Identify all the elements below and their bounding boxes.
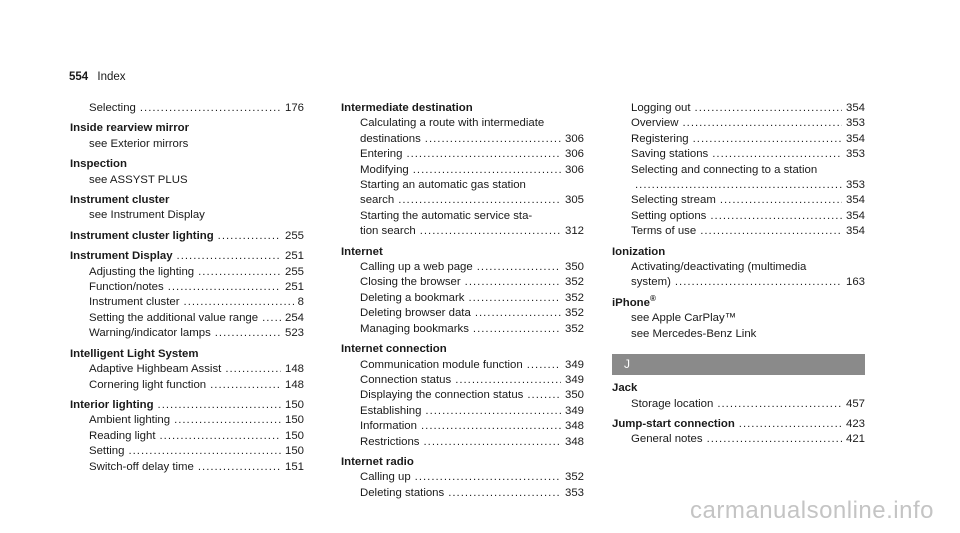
entry-text: tion search <box>360 225 416 238</box>
index-entry <box>341 455 584 470</box>
dot-leader <box>158 398 281 413</box>
entry-text: Ionization <box>612 245 666 258</box>
dot-leader <box>198 460 281 475</box>
page-header <box>69 71 126 83</box>
entry-text: Instrument cluster <box>89 296 180 309</box>
page-reference: 176 <box>284 102 304 114</box>
page-reference: 350 <box>564 389 584 402</box>
entry-text: Instrument Display <box>70 250 173 263</box>
page-reference: 312 <box>564 225 584 238</box>
page-reference: 306 <box>564 148 584 161</box>
entry-text: Displaying the connection status <box>360 389 524 402</box>
page-reference: 353 <box>845 117 865 130</box>
index-subentry <box>341 116 584 131</box>
page-reference: 163 <box>845 276 865 289</box>
page-reference: 349 <box>564 373 584 386</box>
index-subentry <box>612 224 865 239</box>
page-reference: 305 <box>564 194 584 207</box>
dot-leader <box>415 470 561 485</box>
entry-text: Jack <box>612 382 638 395</box>
dot-leader <box>218 229 281 244</box>
dot-leader <box>140 101 281 116</box>
page-reference: 352 <box>564 307 584 320</box>
index-subentry <box>341 193 584 208</box>
page-reference: 352 <box>564 291 584 304</box>
dot-leader <box>262 311 281 326</box>
index-entry <box>70 229 304 244</box>
entry-text: system) <box>631 276 671 289</box>
entry-text: Starting an automatic gas station <box>360 179 526 192</box>
dot-leader <box>527 388 561 403</box>
index-subentry <box>70 326 304 341</box>
entry-text: Setting <box>89 445 125 458</box>
entry-text: Calling up a web page <box>360 261 473 274</box>
dot-leader <box>635 178 842 193</box>
index-subentry <box>612 178 865 193</box>
entry-text: Storage location <box>631 397 714 410</box>
index-entry <box>70 249 304 264</box>
dot-leader <box>198 265 281 280</box>
entry-text: Inspection <box>70 158 127 171</box>
entry-text: Connection status <box>360 373 452 386</box>
dot-leader <box>707 432 842 447</box>
page-reference: 148 <box>284 378 304 391</box>
dot-leader <box>160 429 281 444</box>
entry-text: Intelligent Light System <box>70 347 199 360</box>
page-reference: 354 <box>845 102 865 114</box>
index-entry <box>341 245 584 260</box>
page-reference: 354 <box>845 132 865 145</box>
index-subentry <box>70 208 304 223</box>
dot-leader <box>177 249 281 264</box>
dot-leader <box>527 358 561 373</box>
index-subentry <box>70 444 304 459</box>
index-entry <box>612 381 865 396</box>
index-entry <box>612 296 865 311</box>
watermark: carmanualsonline.info <box>690 497 934 524</box>
dot-leader <box>421 419 561 434</box>
index-subentry <box>612 275 865 290</box>
dot-leader <box>693 132 842 147</box>
entry-text: Establishing <box>360 404 422 417</box>
dot-leader <box>477 260 561 275</box>
entry-text: Adaptive Highbeam Assist <box>89 363 222 376</box>
page-reference: 353 <box>845 148 865 161</box>
dot-leader <box>210 378 281 393</box>
entry-text: Switch-off delay time <box>89 460 194 473</box>
index-entry <box>70 157 304 172</box>
entry-text: Communication module function <box>360 358 523 371</box>
entry-text: Setting options <box>631 209 707 222</box>
entry-text: Restrictions <box>360 435 420 448</box>
entry-text: Internet connection <box>341 343 447 356</box>
dot-leader <box>720 193 842 208</box>
entry-text: Logging out <box>631 102 691 114</box>
index-subentry <box>70 280 304 295</box>
index-subentry <box>341 388 584 403</box>
index-subentry <box>612 132 865 147</box>
entry-text: Function/notes <box>89 281 164 294</box>
index-subentry <box>612 311 865 326</box>
entry-text: Internet radio <box>341 455 414 468</box>
index-subentry <box>341 486 584 501</box>
index-subentry <box>341 163 584 178</box>
entry-text: Activating/deactivating (multimedia <box>631 261 807 274</box>
entry-text: destinations <box>360 132 421 145</box>
page-reference: 350 <box>564 261 584 274</box>
index-entry <box>612 245 865 260</box>
dot-leader <box>455 373 561 388</box>
page-reference: 354 <box>845 225 865 238</box>
page-reference: 306 <box>564 132 584 145</box>
index-subentry <box>341 291 584 306</box>
index-subentry <box>612 397 865 412</box>
entry-text: Saving stations <box>631 148 709 161</box>
dot-leader <box>128 444 281 459</box>
entry-text: Managing bookmarks <box>360 322 469 335</box>
index-subentry <box>341 275 584 290</box>
index-subentry <box>341 260 584 275</box>
dot-leader <box>420 224 561 239</box>
entry-text: Information <box>360 420 417 433</box>
index-subentry <box>341 358 584 373</box>
dot-leader <box>700 224 842 239</box>
index-subentry <box>70 413 304 428</box>
page-reference: 523 <box>284 327 304 340</box>
entry-text: Calculating a route with intermediate <box>360 117 545 130</box>
dot-leader <box>425 132 561 147</box>
index-subentry <box>341 470 584 485</box>
index-entry <box>70 193 304 208</box>
page-reference: 148 <box>284 363 304 376</box>
dot-leader <box>682 116 842 131</box>
index-subentry <box>341 178 584 193</box>
entry-text: Deleting stations <box>360 486 445 499</box>
entry-text: Closing the browser <box>360 276 461 289</box>
index-subentry <box>612 101 865 116</box>
index-entry <box>341 101 584 116</box>
dot-leader <box>712 147 842 162</box>
entry-text: Adjusting the lighting <box>89 265 195 278</box>
page-reference: 150 <box>284 398 304 411</box>
index-subentry <box>341 419 584 434</box>
dot-leader <box>448 486 561 501</box>
dot-leader <box>717 397 842 412</box>
entry-text: Overview <box>631 117 679 130</box>
entry-text: Instrument cluster lighting <box>70 229 214 242</box>
entry-text: Registering <box>631 132 689 145</box>
page-reference: 353 <box>564 486 584 499</box>
index-entry <box>341 342 584 357</box>
page-reference: 150 <box>284 445 304 458</box>
dot-leader <box>710 209 842 224</box>
entry-text: Selecting stream <box>631 194 716 207</box>
index-column-2 <box>341 101 584 501</box>
page-reference: 254 <box>284 311 304 324</box>
index-subentry <box>70 429 304 444</box>
index-entry <box>70 121 304 136</box>
index-subentry <box>341 209 584 224</box>
entry-text: Calling up <box>360 471 411 484</box>
page-reference: 255 <box>284 265 304 278</box>
page-reference: 151 <box>284 460 304 473</box>
index-subentry <box>341 306 584 321</box>
entry-text: Deleting browser data <box>360 307 471 320</box>
index-subentry <box>70 295 304 310</box>
entry-text: see Apple CarPlay™ <box>631 312 737 325</box>
page-reference: 251 <box>284 250 304 263</box>
dot-leader <box>184 295 294 310</box>
index-subentry <box>70 378 304 393</box>
entry-text: Terms of use <box>631 225 697 238</box>
dot-leader <box>468 291 561 306</box>
dot-leader <box>695 101 842 116</box>
index-subentry <box>612 147 865 162</box>
index-subentry <box>341 404 584 419</box>
entry-text: Reading light <box>89 429 156 442</box>
page-reference: 349 <box>564 404 584 417</box>
index-column-1 <box>70 101 304 475</box>
index-subentry <box>70 265 304 280</box>
page-title: Index <box>97 71 126 83</box>
section-letter-banner: J <box>612 354 865 375</box>
page-reference: 348 <box>564 420 584 433</box>
entry-text: Starting the automatic service sta- <box>360 209 533 222</box>
entry-text: search <box>360 194 395 207</box>
dot-leader <box>398 193 561 208</box>
entry-text: Internet <box>341 245 383 258</box>
entry-text: iPhone® <box>612 294 656 309</box>
entry-text: Intermediate destination <box>341 102 473 114</box>
index-entry <box>612 417 865 432</box>
index-subentry <box>70 362 304 377</box>
entry-text: see Instrument Display <box>89 209 205 222</box>
index-subentry <box>612 193 865 208</box>
page-number: 554 <box>69 71 89 83</box>
dot-leader <box>425 404 561 419</box>
page-reference: 150 <box>284 429 304 442</box>
index-subentry <box>612 209 865 224</box>
dot-leader <box>475 306 561 321</box>
dot-leader <box>465 275 561 290</box>
page-reference: 353 <box>845 179 865 192</box>
entry-text: Selecting and connecting to a station <box>631 163 818 176</box>
index-subentry <box>612 260 865 275</box>
index-subentry <box>341 435 584 450</box>
page-reference: 352 <box>564 322 584 335</box>
entry-text: see ASSYST PLUS <box>89 173 188 186</box>
entry-text: Entering <box>360 148 403 161</box>
entry-text: Selecting <box>89 102 136 114</box>
page-reference: 255 <box>284 229 304 242</box>
entry-text: Warning/indicator lamps <box>89 327 211 340</box>
index-subentry <box>612 432 865 447</box>
page-reference: 8 <box>297 296 304 309</box>
page-reference: 306 <box>564 163 584 176</box>
dot-leader <box>424 435 561 450</box>
index-subentry <box>70 460 304 475</box>
dot-leader <box>168 280 281 295</box>
index-column-3 <box>612 101 865 448</box>
index-subentry <box>70 101 304 116</box>
page-reference: 352 <box>564 471 584 484</box>
index-entry <box>70 398 304 413</box>
entry-text: Deleting a bookmark <box>360 291 465 304</box>
index-entry <box>70 347 304 362</box>
dot-leader <box>473 322 561 337</box>
index-subentry <box>341 224 584 239</box>
dot-leader <box>174 413 281 428</box>
index-subentry <box>70 173 304 188</box>
index-subentry <box>612 116 865 131</box>
index-subentry <box>341 132 584 147</box>
entry-text: see Exterior mirrors <box>89 137 189 150</box>
dot-leader <box>675 275 842 290</box>
dot-leader <box>406 147 561 162</box>
index-subentry <box>341 322 584 337</box>
entry-text: Instrument cluster <box>70 194 170 207</box>
entry-text: Inside rearview mirror <box>70 122 190 135</box>
dot-leader <box>413 163 561 178</box>
registered-mark: ® <box>649 294 656 304</box>
page-reference: 354 <box>845 194 865 207</box>
page-reference: 349 <box>564 358 584 371</box>
entry-text: Modifying <box>360 163 409 176</box>
index-subentry <box>612 163 865 178</box>
entry-text: Cornering light function <box>89 378 207 391</box>
entry-text: see Mercedes-Benz Link <box>631 327 757 340</box>
dot-leader <box>225 362 281 377</box>
page-reference: 348 <box>564 435 584 448</box>
page-reference: 354 <box>845 209 865 222</box>
entry-text: General notes <box>631 433 703 446</box>
index-subentry <box>70 137 304 152</box>
page-reference: 251 <box>284 281 304 294</box>
page-reference: 423 <box>845 417 865 430</box>
entry-text: Interior lighting <box>70 398 154 411</box>
page-reference: 457 <box>845 397 865 410</box>
entry-text: Ambient lighting <box>89 414 171 427</box>
page-reference: 421 <box>845 433 865 446</box>
page-reference: 150 <box>284 414 304 427</box>
entry-text: Setting the additional value range <box>89 311 259 324</box>
page-reference: 352 <box>564 276 584 289</box>
index-subentry <box>70 311 304 326</box>
dot-leader <box>215 326 281 341</box>
index-subentry <box>341 373 584 388</box>
index-subentry <box>612 327 865 342</box>
entry-text: Jump-start connection <box>612 417 735 430</box>
dot-leader <box>739 417 842 432</box>
index-subentry <box>341 147 584 162</box>
